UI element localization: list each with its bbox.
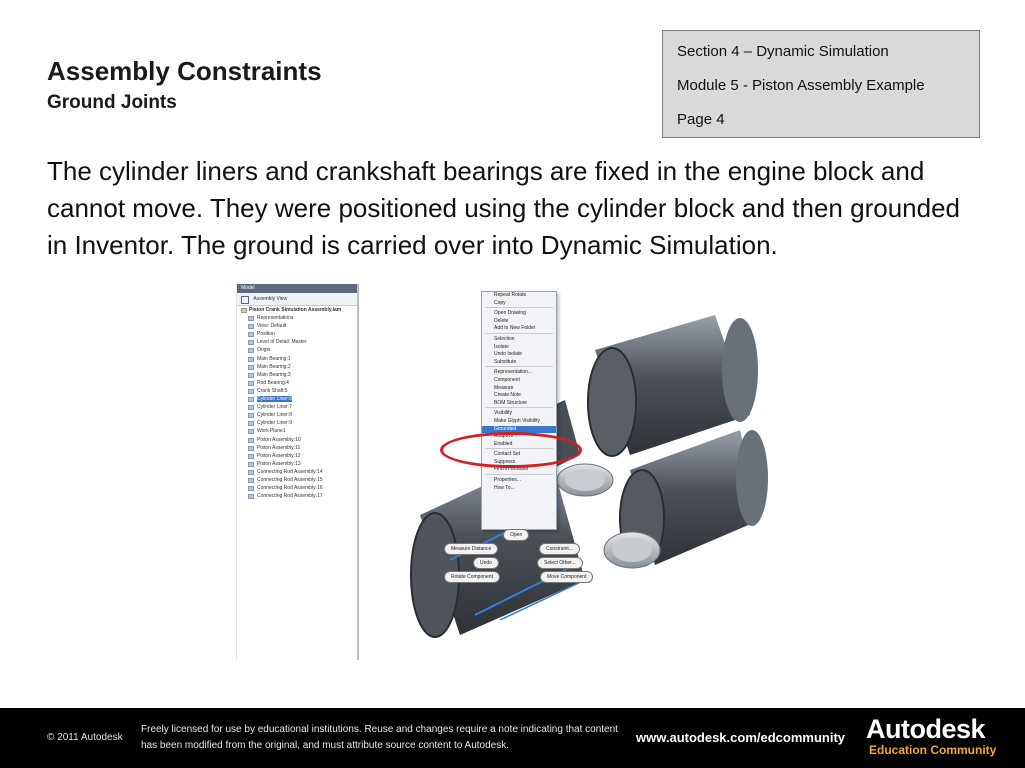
tree-item-label: Connecting Rod Assembly:14 xyxy=(257,468,323,475)
filter-icon[interactable] xyxy=(241,296,249,304)
copyright-text: © 2011 Autodesk xyxy=(47,732,123,743)
tree-item[interactable] xyxy=(237,395,357,403)
tree-item[interactable] xyxy=(237,468,357,476)
tree-item[interactable] xyxy=(237,314,357,322)
body-paragraph: The cylinder liners and crankshaft bearings are fixed in the engine block and cannot move. They were positioned using the cylinder block and then grounded in Inventor. The ground is carried over into Dynamic Simulation. xyxy=(47,156,960,260)
constraint-button[interactable]: Constraint... xyxy=(539,543,580,555)
tree-item-label: Piston Assembly:11 xyxy=(257,444,301,451)
tree-item[interactable] xyxy=(237,346,357,354)
tree-item[interactable] xyxy=(237,444,357,452)
context-menu-item[interactable]: Copy xyxy=(494,299,506,306)
context-menu-item[interactable]: Undo Isolate xyxy=(494,351,523,358)
tree-item[interactable] xyxy=(237,306,357,314)
autodesk-logo: Autodesk xyxy=(866,714,986,744)
tree-item-label: Representations xyxy=(257,315,294,322)
context-menu-item[interactable]: Find in Browser xyxy=(494,466,529,473)
tree-item[interactable] xyxy=(237,427,357,435)
tree-toolbar xyxy=(237,293,357,306)
tree-item[interactable] xyxy=(237,363,357,371)
tree-item[interactable] xyxy=(237,387,357,395)
section-label: Section 4 – Dynamic Simulation xyxy=(677,43,889,60)
context-menu-item[interactable]: Visibility xyxy=(494,410,512,417)
context-menu-item[interactable]: Component xyxy=(494,376,520,383)
tree-item-label: Connecting Rod Assembly:16 xyxy=(257,485,323,492)
context-menu-item[interactable]: Add to New Folder xyxy=(494,325,536,332)
context-menu-item[interactable]: Repeat Rotate xyxy=(494,292,527,298)
tree-item[interactable] xyxy=(237,411,357,419)
tree-panel-title: Model xyxy=(237,284,357,293)
tree-item-label: Rod Bearing:4 xyxy=(257,379,289,386)
tree-item-label: Connecting Rod Assembly:15 xyxy=(257,476,323,483)
tree-item[interactable] xyxy=(237,484,357,492)
tree-item[interactable] xyxy=(237,492,357,500)
tree-item-label: Cylinder Liner:6 xyxy=(257,396,293,403)
assembly-view-label[interactable]: Assembly View xyxy=(253,296,288,302)
tree-item[interactable] xyxy=(237,419,357,427)
slide-subtitle: Ground Joints xyxy=(47,92,177,113)
tree-item-list xyxy=(237,306,357,500)
edcommunity-link[interactable]: www.autodesk.com/edcommunity xyxy=(636,730,846,745)
tree-item[interactable] xyxy=(237,460,357,468)
assembly-3d-viewport[interactable] xyxy=(380,280,780,640)
context-menu-item[interactable]: Properties... xyxy=(494,477,521,484)
tree-item-label: Cylinder Liner:8 xyxy=(257,412,293,419)
tree-item[interactable] xyxy=(237,322,357,330)
undo-button[interactable]: Undo xyxy=(473,557,499,569)
context-menu-item[interactable]: How To... xyxy=(494,484,515,491)
tree-item-label: Crank Shaft:5 xyxy=(257,387,288,394)
open-button[interactable]: Open xyxy=(503,529,529,541)
section-info-box xyxy=(662,30,980,138)
tree-item[interactable] xyxy=(237,330,357,338)
context-menu-item[interactable]: Selection xyxy=(494,335,515,342)
tree-item-label: Level of Detail: Master xyxy=(257,339,307,346)
page-label: Page 4 xyxy=(677,111,725,128)
tree-item-label: Piston Assembly:13 xyxy=(257,460,301,467)
context-menu-item[interactable]: Contact Set xyxy=(494,451,521,458)
cylinder-liner-upper[interactable] xyxy=(588,315,768,566)
measure-distance-button[interactable]: Measure Distance xyxy=(444,543,498,555)
context-menu-item[interactable]: Enabled xyxy=(494,440,513,447)
tree-item[interactable] xyxy=(237,371,357,379)
context-menu-item[interactable]: Suppress xyxy=(494,458,516,465)
tree-item-label: Piston Crank Simulation Assembly.iam xyxy=(249,307,342,313)
select-other-button[interactable]: Select Other... xyxy=(537,557,583,569)
tree-item[interactable] xyxy=(237,379,357,387)
tree-item-label: Main Bearing:3 xyxy=(257,371,291,378)
context-menu-item[interactable]: Create Note xyxy=(494,392,521,399)
context-menu-item[interactable]: Delete xyxy=(494,317,509,324)
tree-item-label: Piston Assembly:10 xyxy=(257,436,301,443)
tree-item[interactable] xyxy=(237,403,357,411)
tree-item-label: Main Bearing:2 xyxy=(257,363,291,370)
tree-item-label: View: Default xyxy=(257,323,287,330)
tree-item[interactable] xyxy=(237,452,357,460)
tree-item-label: Connecting Rod Assembly:17 xyxy=(257,493,323,500)
tree-item-label: Cylinder Liner:7 xyxy=(257,404,293,411)
grounded-highlight-ring xyxy=(440,432,582,468)
context-menu-item[interactable]: Make Glyph Visibility xyxy=(494,417,541,424)
context-menu-item[interactable]: Substitute xyxy=(494,358,517,365)
tree-item[interactable] xyxy=(237,355,357,363)
context-menu-item[interactable]: Adaptive xyxy=(494,433,514,440)
rotate-component-button[interactable]: Rotate Component xyxy=(444,571,500,583)
tree-item-label: Main Bearing:1 xyxy=(257,355,291,362)
tree-item-label: Cylinder Liner:9 xyxy=(257,420,293,427)
move-component-button[interactable]: Move Component xyxy=(540,571,593,583)
tree-item[interactable] xyxy=(237,476,357,484)
context-menu xyxy=(481,291,557,530)
license-text: Freely licensed for use by educational institutions. Reuse and changes require a note indicating that content has been modified from the original, and must attribute source content to Autodesk. xyxy=(141,724,618,751)
browser-tree-panel xyxy=(236,284,359,660)
tree-item-label: Position xyxy=(257,331,275,338)
context-menu-item[interactable]: Representation... xyxy=(494,369,533,376)
tree-item-label: Origin xyxy=(257,347,271,354)
tree-item[interactable] xyxy=(237,436,357,444)
footer-bar xyxy=(0,708,1025,768)
education-community-label: Education Community xyxy=(869,743,997,757)
context-menu-item[interactable]: Isolate xyxy=(494,343,509,350)
module-label: Module 5 - Piston Assembly Example xyxy=(677,77,925,94)
tree-item-label: Work Plane1 xyxy=(257,428,286,435)
tree-item[interactable] xyxy=(237,338,357,346)
slide-title: Assembly Constraints xyxy=(47,56,322,86)
context-menu-item[interactable]: Grounded xyxy=(482,426,556,434)
context-menu-item[interactable]: Open Drawing xyxy=(494,310,526,317)
context-menu-item[interactable]: BOM Structure xyxy=(494,399,528,406)
context-menu-item[interactable]: Measure xyxy=(494,384,514,391)
tree-item-label: Piston Assembly:12 xyxy=(257,452,301,459)
